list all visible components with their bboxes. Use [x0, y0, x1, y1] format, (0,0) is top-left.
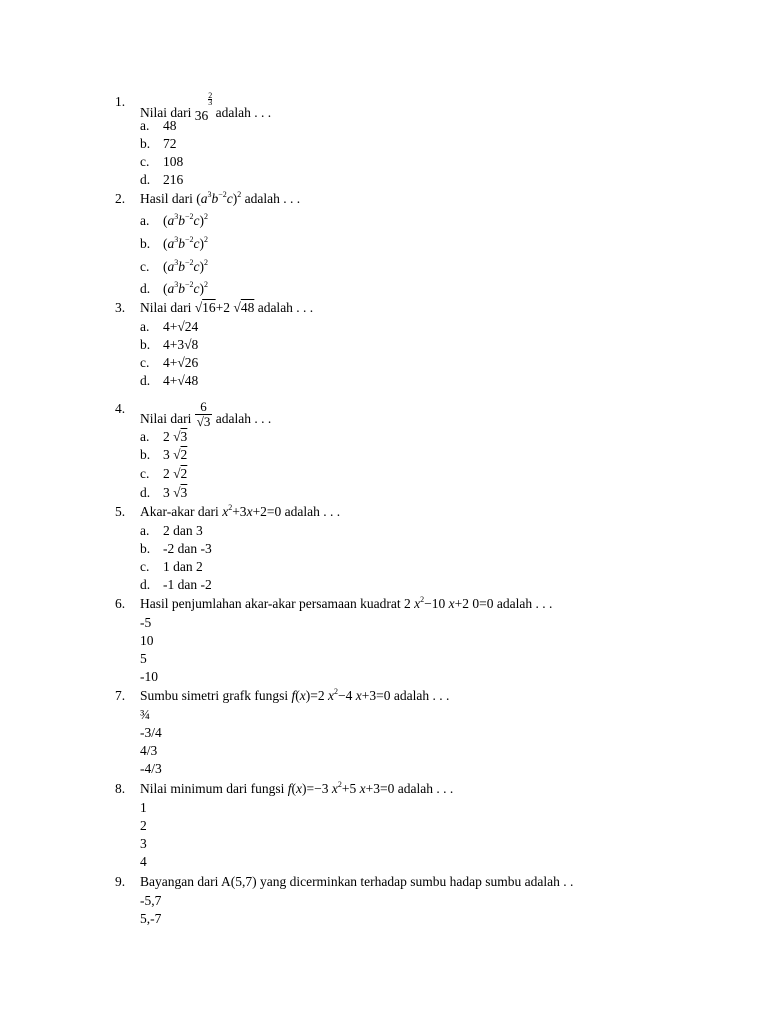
- question-text: Nilai minimum dari fungsi f(x)=−3 $x^2+5$ x+3=0 adalah . . .: [140, 780, 454, 796]
- fraction: $\frac{6}{√3}$: [196, 399, 211, 429]
- document-page: 1. Nilai dari 36 $\frac{2}{3}$ adalah . . . a. 48 b. 72 c. 108 d. 216 2. Hasil dari $(a^3b^{-2}c)^2$ adalah . . . a. $(a^3b^{-2}c)^2$ b. $(a^3b^{-2}c)^2$ c. $(a^3b^{-2}c)^2$ d. $(a^3b^{-2}c)^2$ 3. Nilai dari √16+2 √48 adalah . . . a. 4+√24 b. 4+3√8 c. 4+√26 d. 4+√48 4. Nilai dari $\frac{6}{√3}$ adalah . . . a. 2 √3 b. 3 √2 c. 2 √2 d. 3 √3 5. Akar-akar dari $x^2+3x+2=0$ adalah . . . a. 2 dan 3 b. -2 dan -3 c. 1 dan 2 d. -1 dan -2 6. Hasil penjumlahan akar-akar persamaan kuadrat 2 $x^2-10$ x+2 0=0 adalah . . . -5 10 5 -10 7. Sumbu simetri grafk fungsi f(x)=2 $x^2-4$ x+3=0 adalah . . . ¾ -3/4 4/3 -4/3 8. Nilai minimum dari fungsi f(x)=−3 $x^2+5$ x+3=0 adalah . . . 1 2 3 4 9. Bayangan dari A(5,7) yang dicerminkan terhadap sumbu hadap sumbu adalah . . -5,7 5,-7: [115, 91, 574, 926]
- question-text: Bayangan dari A(5,7) yang dicerminkan terhadap sumbu hadap sumbu adalah . .: [140, 874, 574, 889]
- math-expression: $(a^3b^{-2}c)^2$: [163, 280, 209, 296]
- math-expression: $(a^3b^{-2}c)^2$: [163, 212, 209, 228]
- question-text: Nilai dari $\frac{6}{√3}$ adalah . . .: [140, 399, 272, 429]
- question-number: 1.: [115, 94, 126, 109]
- question-text: Hasil penjumlahan akar-akar persamaan kuadrat 2 $x^2-10$ x+2 0=0 adalah . . .: [140, 595, 553, 611]
- question-text: Sumbu simetri grafk fungsi f(x)=2 $x^2-4$ x+3=0 adalah . . .: [140, 687, 450, 703]
- question-text: Akar-akar dari $x^2+3x+2=0$ adalah . . .: [140, 503, 341, 519]
- math-expression: $(a^3b^{-2}c)^2$: [163, 235, 209, 251]
- question-text: Hasil dari $(a^3b^{-2}c)^2$ adalah . . .: [140, 190, 301, 206]
- math-expression: $(a^3b^{-2}c)^2$: [163, 258, 209, 274]
- question-text: Nilai dari 36 $\frac{2}{3}$ adalah . . .: [140, 91, 272, 123]
- fraction-exponent: $\frac{2}{3}$: [208, 91, 213, 107]
- question-text: Nilai dari √16+2 √48 adalah . . .: [140, 300, 314, 315]
